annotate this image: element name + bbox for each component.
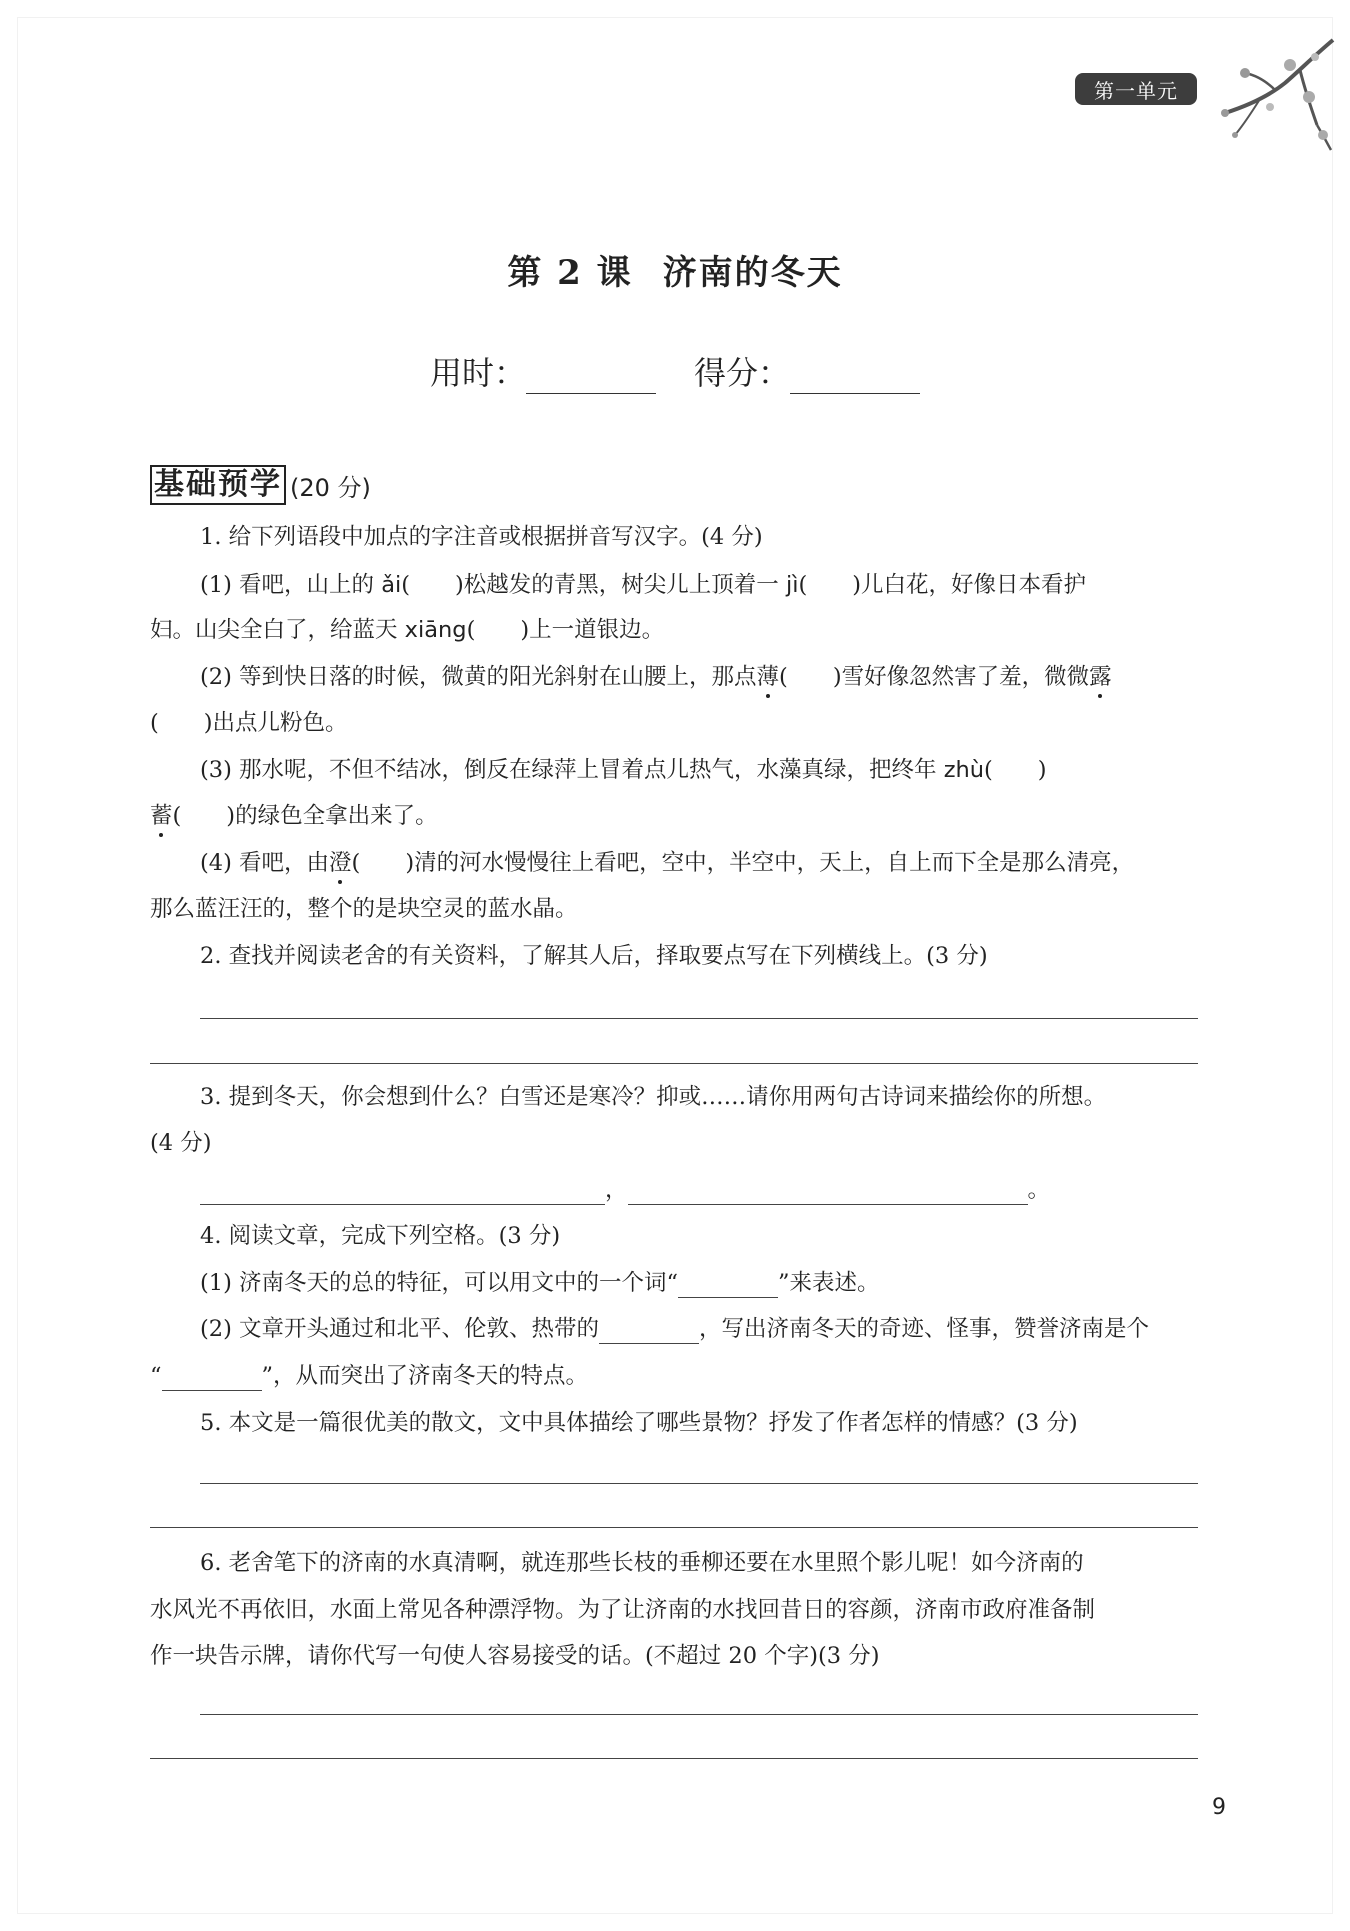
score-label: 得分： xyxy=(694,354,791,392)
pinyin-zhu: zhù xyxy=(943,757,985,783)
q5-answer-line-1[interactable] xyxy=(200,1483,1198,1484)
q2-answer-line-1[interactable] xyxy=(200,1018,1198,1019)
q3-blank-2[interactable] xyxy=(628,1180,1028,1205)
pinyin-ai: ǎi xyxy=(381,572,402,598)
q1-p3-line2 xyxy=(150,801,1198,831)
q4-s2-line2: “ ”，从而突出了济南冬天的特点。 xyxy=(150,1363,589,1389)
q6-line1: 6. 老舍笔下的济南的水真清啊，就连那些长枝的垂柳还要在水里照个影儿呢！如今济南的 xyxy=(200,1550,1084,1576)
q6-answer-line-2[interactable] xyxy=(150,1758,1198,1759)
score-blank[interactable] xyxy=(790,363,920,394)
q3-answer-row: ， 。 xyxy=(150,1175,1198,1205)
pinyin-ji: jì xyxy=(785,572,799,598)
q6-line3: 作一块告示牌，请你代写一句使人容易接受的话。(不超过 20 个字)(3 分) xyxy=(150,1643,880,1669)
answer-blank[interactable]: ( )雪好像忽然害了羞，微微 xyxy=(779,664,1090,690)
timing-row xyxy=(0,348,1350,394)
dotted-char-cheng: 澄 xyxy=(329,850,352,876)
q1-p2-line2[interactable]: ( )出点儿粉色。 xyxy=(150,710,348,736)
pinyin-xiang: xiāng xyxy=(404,617,467,643)
answer-blank[interactable]: ( )清的河水慢慢往上看吧，空中，半空中，天上，自上而下全是那么清亮， xyxy=(351,850,1135,876)
q6-line2: 水风光不再依旧，水面上常见各种漂浮物。为了让济南的水找回昔日的容颜，济南市政府准备制 xyxy=(150,1597,1096,1623)
q2-stem: 2. 查找并阅读老舍的有关资料，了解其人后，择取要点写在下列横线上。(3 分) xyxy=(200,943,988,969)
q3-stem: 3. 提到冬天，你会想到什么？白雪还是寒冷？抑或……请你用两句古诗词来描绘你的所想。 xyxy=(200,1084,1107,1110)
q4-s1: (1) 济南冬天的总的特征，可以用文中的一个词“ ”来表述。 xyxy=(200,1270,880,1296)
q4-blank-3[interactable] xyxy=(162,1366,262,1391)
q3-score: (4 分) xyxy=(150,1130,212,1156)
lesson-title xyxy=(0,245,1350,294)
q1-p4-line1: (4) 看吧，由澄( )清的河水慢慢往上看吧，空中，半空中，天上，自上而下全是那么清亮， xyxy=(200,850,1135,876)
section-header xyxy=(150,465,371,505)
time-blank[interactable] xyxy=(526,363,656,394)
answer-blank[interactable]: ( )松越发的青黑，树尖儿上顶着一 xyxy=(401,572,779,598)
q1-stem: 1. 给下列语段中加点的字注音或根据拼音写汉字。(4 分) xyxy=(200,524,763,550)
q1-p2-line1: (2) 等到快日落的时候，微黄的阳光斜射在山腰上，那点薄( )雪好像忽然害了羞，微微露 xyxy=(200,664,1112,690)
dotted-char-xu: 蓄 xyxy=(150,803,173,829)
q1-p3-line1: (3) 那水呢，不但不结冰，倒反在绿萍上冒着点儿热气，水藻真绿，把终年 zhù( ) xyxy=(200,757,1047,783)
q1-p4-line2: 那么蓝汪汪的，整个的是块空灵的蓝水晶。 xyxy=(150,896,578,922)
q2-answer-line-2[interactable] xyxy=(150,1063,1198,1064)
lesson-name: 济南的冬天 xyxy=(662,253,843,293)
plum-blossom-branch-icon xyxy=(1205,35,1335,155)
q6-answer-line-1[interactable] xyxy=(200,1714,1198,1715)
q5-stem: 5. 本文是一篇很优美的散文，文中具体描绘了哪些景物？抒发了作者怎样的情感？(3 分) xyxy=(200,1410,1078,1436)
q4-stem: 4. 阅读文章，完成下列空格。(3 分) xyxy=(200,1223,561,1249)
time-label: 用时： xyxy=(429,354,526,392)
section-score: (20 分) xyxy=(290,473,371,502)
lesson-number: 第 2 课 xyxy=(507,253,633,293)
answer-blank[interactable]: ( ) xyxy=(984,757,1047,783)
q1-p1-line2: 妇。山尖全白了，给蓝天 xiāng( )上一道银边。 xyxy=(150,617,665,643)
q4-s2-line1: (2) 文章开头通过和北平、伦敦、热带的 ，写出济南冬天的奇迹、怪事，赞誉济南是个 xyxy=(200,1316,1150,1342)
page-number: 9 xyxy=(1212,1795,1226,1820)
dotted-char-lu: 露 xyxy=(1089,664,1112,690)
unit-badge: 第一单元 xyxy=(1075,73,1197,105)
section-title: 基础预学 xyxy=(150,465,286,505)
q5-answer-line-2[interactable] xyxy=(150,1527,1198,1528)
answer-blank[interactable]: ( )儿白花，好像日本看护 xyxy=(798,572,1087,598)
q1-p1-line1: (1) 看吧，山上的 ǎi( )松越发的青黑，树尖儿上顶着一 jì( )儿白花，好像日本看护 xyxy=(200,572,1087,598)
answer-blank[interactable]: ( )的绿色全拿出来了。 xyxy=(172,803,438,829)
q4-blank-2[interactable] xyxy=(599,1319,699,1344)
q4-blank-1[interactable] xyxy=(678,1273,778,1298)
answer-blank[interactable]: ( )上一道银边。 xyxy=(466,617,665,643)
dotted-char-bao: 薄 xyxy=(756,664,780,690)
q3-blank-1[interactable] xyxy=(200,1180,605,1205)
